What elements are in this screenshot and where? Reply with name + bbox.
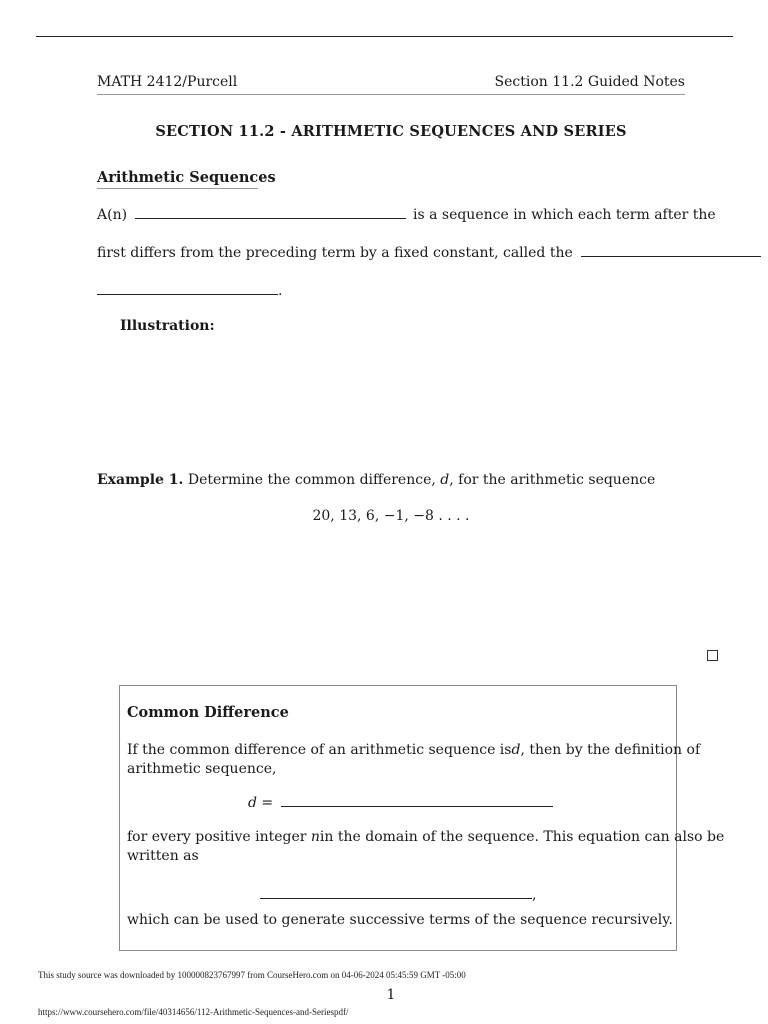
source-url[interactable]: https://www.coursehero.com/file/40314656/112-Arithmetic-Sequences-and-Seriespdf/: [38, 1007, 349, 1017]
box-paragraph-2: [127, 828, 725, 866]
equation-comma: ,: [532, 887, 537, 903]
header-section: Section 11.2 Guided Notes: [494, 74, 685, 90]
definition-line-1: [97, 206, 716, 223]
box-para2-c: written as: [127, 848, 199, 864]
section-heading-underline: [97, 188, 258, 189]
example-1: [97, 472, 655, 488]
page-number: 1: [386, 987, 396, 1003]
fill-in-blank: [135, 206, 406, 219]
section-heading: Arithmetic Sequences: [97, 169, 276, 186]
difference-equation: [248, 794, 553, 811]
example-text-b: , for the arithmetic sequence: [449, 472, 656, 488]
box-para1-variable: d: [511, 742, 521, 758]
illustration-label: Illustration:: [120, 318, 215, 334]
end-of-example-square: [707, 650, 718, 661]
equation-lhs: d =: [248, 795, 274, 811]
fill-in-blank: [581, 244, 761, 257]
page-title: SECTION 11.2 - ARITHMETIC SEQUENCES AND SERIES: [155, 123, 627, 140]
box-para2-a: for every positive integer: [127, 829, 307, 845]
box-para1-a: If the common difference of an arithmetic sequence is: [127, 742, 512, 758]
box-para2-b: in the domain of the sequence. This equation can also be: [319, 829, 725, 845]
download-notice: This study source was downloaded by 100000823767997 from CourseHero.com on 04-06-2024 05:45:59 GMT -05:00: [38, 970, 466, 980]
fill-in-blank: [97, 282, 278, 295]
fill-in-blank: [281, 794, 553, 807]
header-rule: [97, 94, 685, 95]
header-course: MATH 2412/Purcell: [97, 74, 238, 90]
box-paragraph-1: [127, 741, 701, 779]
definition-line-3: [97, 282, 282, 299]
fill-in-blank: [260, 886, 532, 899]
definition-prefix: A(n): [97, 207, 128, 223]
recursive-equation: [260, 886, 536, 903]
box-para2-variable: n: [310, 829, 320, 845]
example-label: Example 1.: [97, 472, 184, 488]
example-sequence: 20, 13, 6, −1, −8 . . . .: [312, 508, 470, 524]
example-text-a: Determine the common difference,: [187, 472, 436, 488]
definition-text: first differs from the preceding term by a fixed constant, called the: [97, 245, 573, 261]
definition-period: .: [278, 283, 283, 299]
box-title: Common Difference: [127, 704, 289, 721]
box-para1-b: , then by the definition of: [520, 742, 701, 758]
definition-suffix: is a sequence in which each term after the: [412, 207, 716, 223]
example-variable: d: [440, 472, 450, 488]
box-paragraph-3: which can be used to generate successive terms of the sequence recursively.: [127, 912, 673, 928]
top-rule: [36, 36, 733, 37]
box-para1-c: arithmetic sequence,: [127, 761, 277, 777]
definition-line-2: [97, 244, 761, 261]
